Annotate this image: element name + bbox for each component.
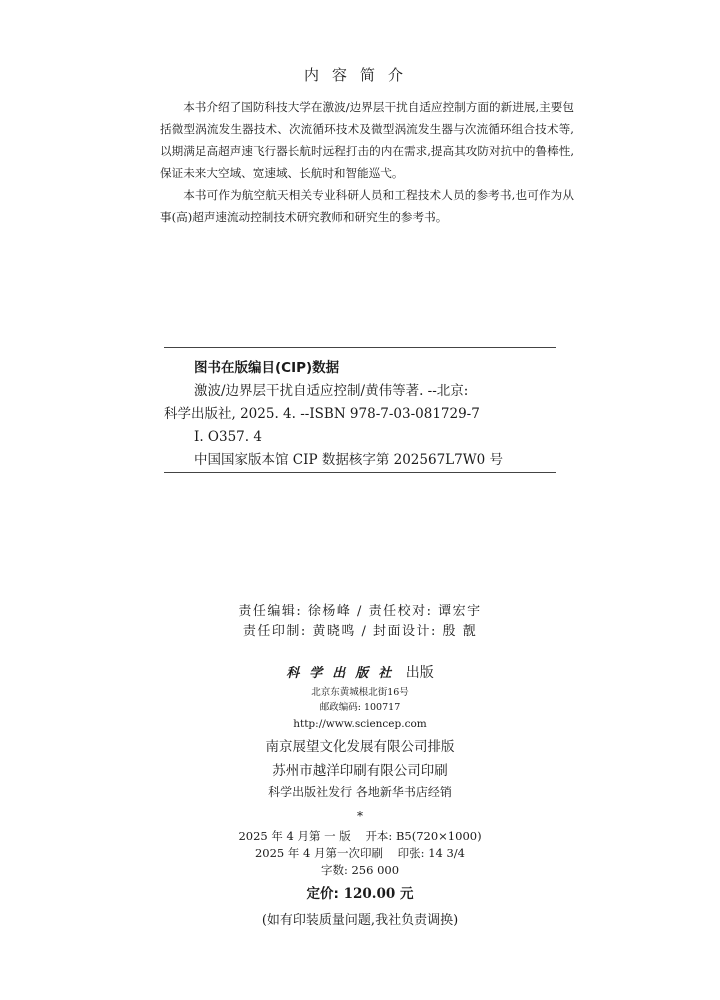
summary-title: 内容简介 (303, 66, 416, 84)
cip-heading: 图书在版编目(CIP)数据 (194, 360, 340, 376)
publisher-block (0, 662, 720, 932)
publisher-postcode: 邮政编码: 100717 (319, 702, 401, 713)
publisher-line (0, 662, 720, 685)
typesetter: 南京展望文化发展有限公司排版 (265, 739, 455, 755)
cip-bottom-rule (164, 472, 556, 473)
separator-star: * (357, 809, 363, 823)
editors-block (0, 602, 720, 642)
summary-paragraph: 本书介绍了国防科技大学在激波/边界层干扰自适应控制方面的新进展,主要包括微型涡流发生器技术、次流循环技术及微型涡流发生器与次流循环组合技术等,以期满足高超声速飞行器长航时远程打击的内在需求,提高其攻防对抗中的鲁棒性,保证未来大空域、宽速域、长航时和智能巡弋。 (160, 100, 574, 180)
price-label: 定价: (306, 886, 339, 902)
summary-body (160, 96, 574, 228)
cip-title-line: 激波/边界层干扰自适应控制/黄伟等著. --北京: (194, 383, 469, 399)
printed-sheets: 印张: 14 3/4 (397, 846, 465, 860)
edition-block (0, 828, 720, 879)
first-edition: 2025 年 4 月第 一 版 (238, 829, 351, 843)
first-print: 2025 年 4 月第一次印刷 (254, 846, 384, 860)
summary-paragraph: 本书可作为航空航天相关专业科研人员和工程技术人员的参考书,也可作为从事(高)超声速流动控制技术研究教师和研究生的参考书。 (160, 188, 574, 224)
publisher-address: 北京东黄城根北街16号 (311, 687, 409, 698)
editors-line-1: 责任编辑: 徐杨峰 / 责任校对: 谭宏宇 (238, 604, 482, 619)
price-row (0, 882, 720, 906)
publisher-name: 科学出版社 (286, 666, 402, 681)
word-count: 字数: 256 000 (320, 863, 400, 877)
price-value: 120.00 元 (343, 886, 414, 902)
cip-block (164, 357, 556, 472)
cip-record-number: 中国国家版本馆 CIP 数据核字第 202567L7W0 号 (194, 452, 503, 468)
publisher-url: http://www.sciencep.com (293, 718, 427, 730)
publisher-suffix: 出版 (405, 665, 434, 681)
printer: 苏州市越洋印刷有限公司印刷 (272, 763, 448, 779)
cip-top-rule (164, 347, 556, 348)
quality-notice: (如有印装质量问题,我社负责调换) (261, 913, 459, 928)
book-format: 开本: B5(720×1000) (365, 829, 482, 843)
editors-line-2: 责任印制: 黄晓鸣 / 封面设计: 殷 靓 (242, 624, 478, 639)
edition-row-2 (0, 845, 720, 862)
edition-row-1 (0, 828, 720, 845)
cip-classification: Ⅰ. O357. 4 (194, 429, 262, 445)
distribution: 科学出版社发行 各地新华书店经销 (268, 785, 452, 799)
cip-publisher-line: 科学出版社, 2025. 4. --ISBN 978-7-03-081729-7 (164, 406, 480, 422)
